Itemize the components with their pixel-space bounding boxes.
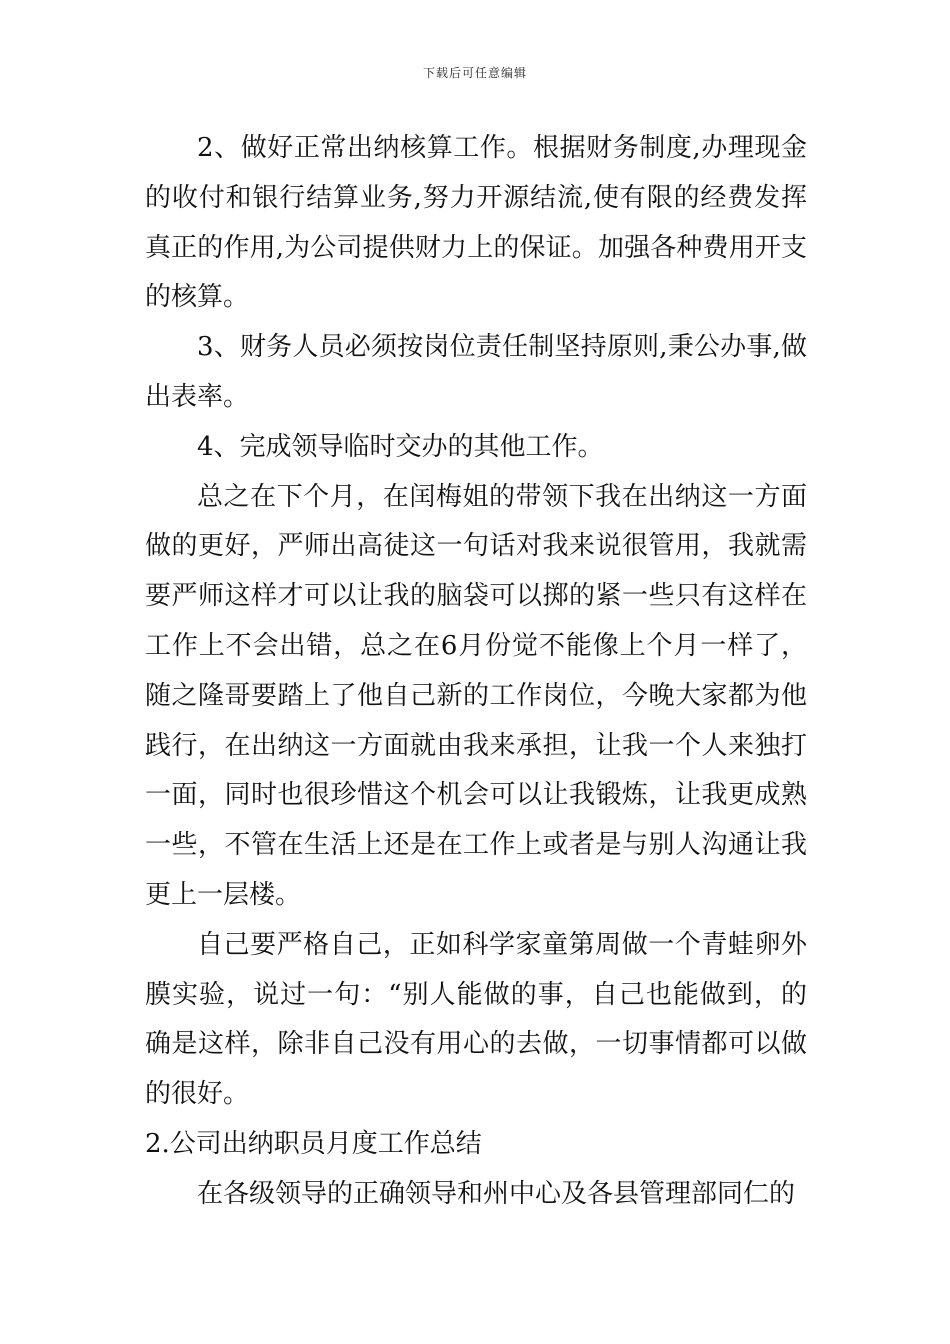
paragraph-item-2: 2、做好正常出纳核算工作。根据财务制度,办理现金的收付和银行结算业务,努力开源结流,使有限的经费发挥真正的作用,为公司提供财力上的保证。加强各种费用开支的核算。 <box>145 133 807 313</box>
paragraph-summary: 总之在下个月，在闰梅姐的带领下我在出纳这一方面做的更好，严师出高徒这一句话对我来说很管用，我就需要严师这样才可以让我的脑袋可以掷的紧一些只有这样在工作上不会出错，总之在6月份觉不能像上个月一样了，随之隆哥要踏上了他自己新的工作岗位，今晚大家都为他践行，在出纳这一方面就由我来承担，让我一个人来独打一面，同时也很珍惜这个机会可以让我锻炼，让我更成熟一些，不管在生活上还是在工作上或者是与别人沟通让我更上一层楼。 <box>145 481 807 910</box>
paragraph-item-3: 3、财务人员必须按岗位责任制坚持原则,秉公办事,做出表率。 <box>145 332 807 412</box>
document-body <box>145 124 807 1220</box>
paragraph-item-4: 4、完成领导临时交办的其他工作。 <box>197 431 604 462</box>
paragraph-intro: 在各级领导的正确领导和州中心及各县管理部同仁的 <box>197 1178 796 1209</box>
page-header: 下载后可任意编辑 <box>422 66 527 80</box>
paragraph-self-discipline: 自己要严格自己，正如科学家童第周做一个青蛙卵外膜实验，说过一句：“别人能做的事，自己也能做到，的确是这样，除非自己没有用心的去做，一切事情都可以做的很好。 <box>145 929 807 1110</box>
section-heading: 2.公司出纳职员月度工作总结 <box>145 1128 482 1159</box>
